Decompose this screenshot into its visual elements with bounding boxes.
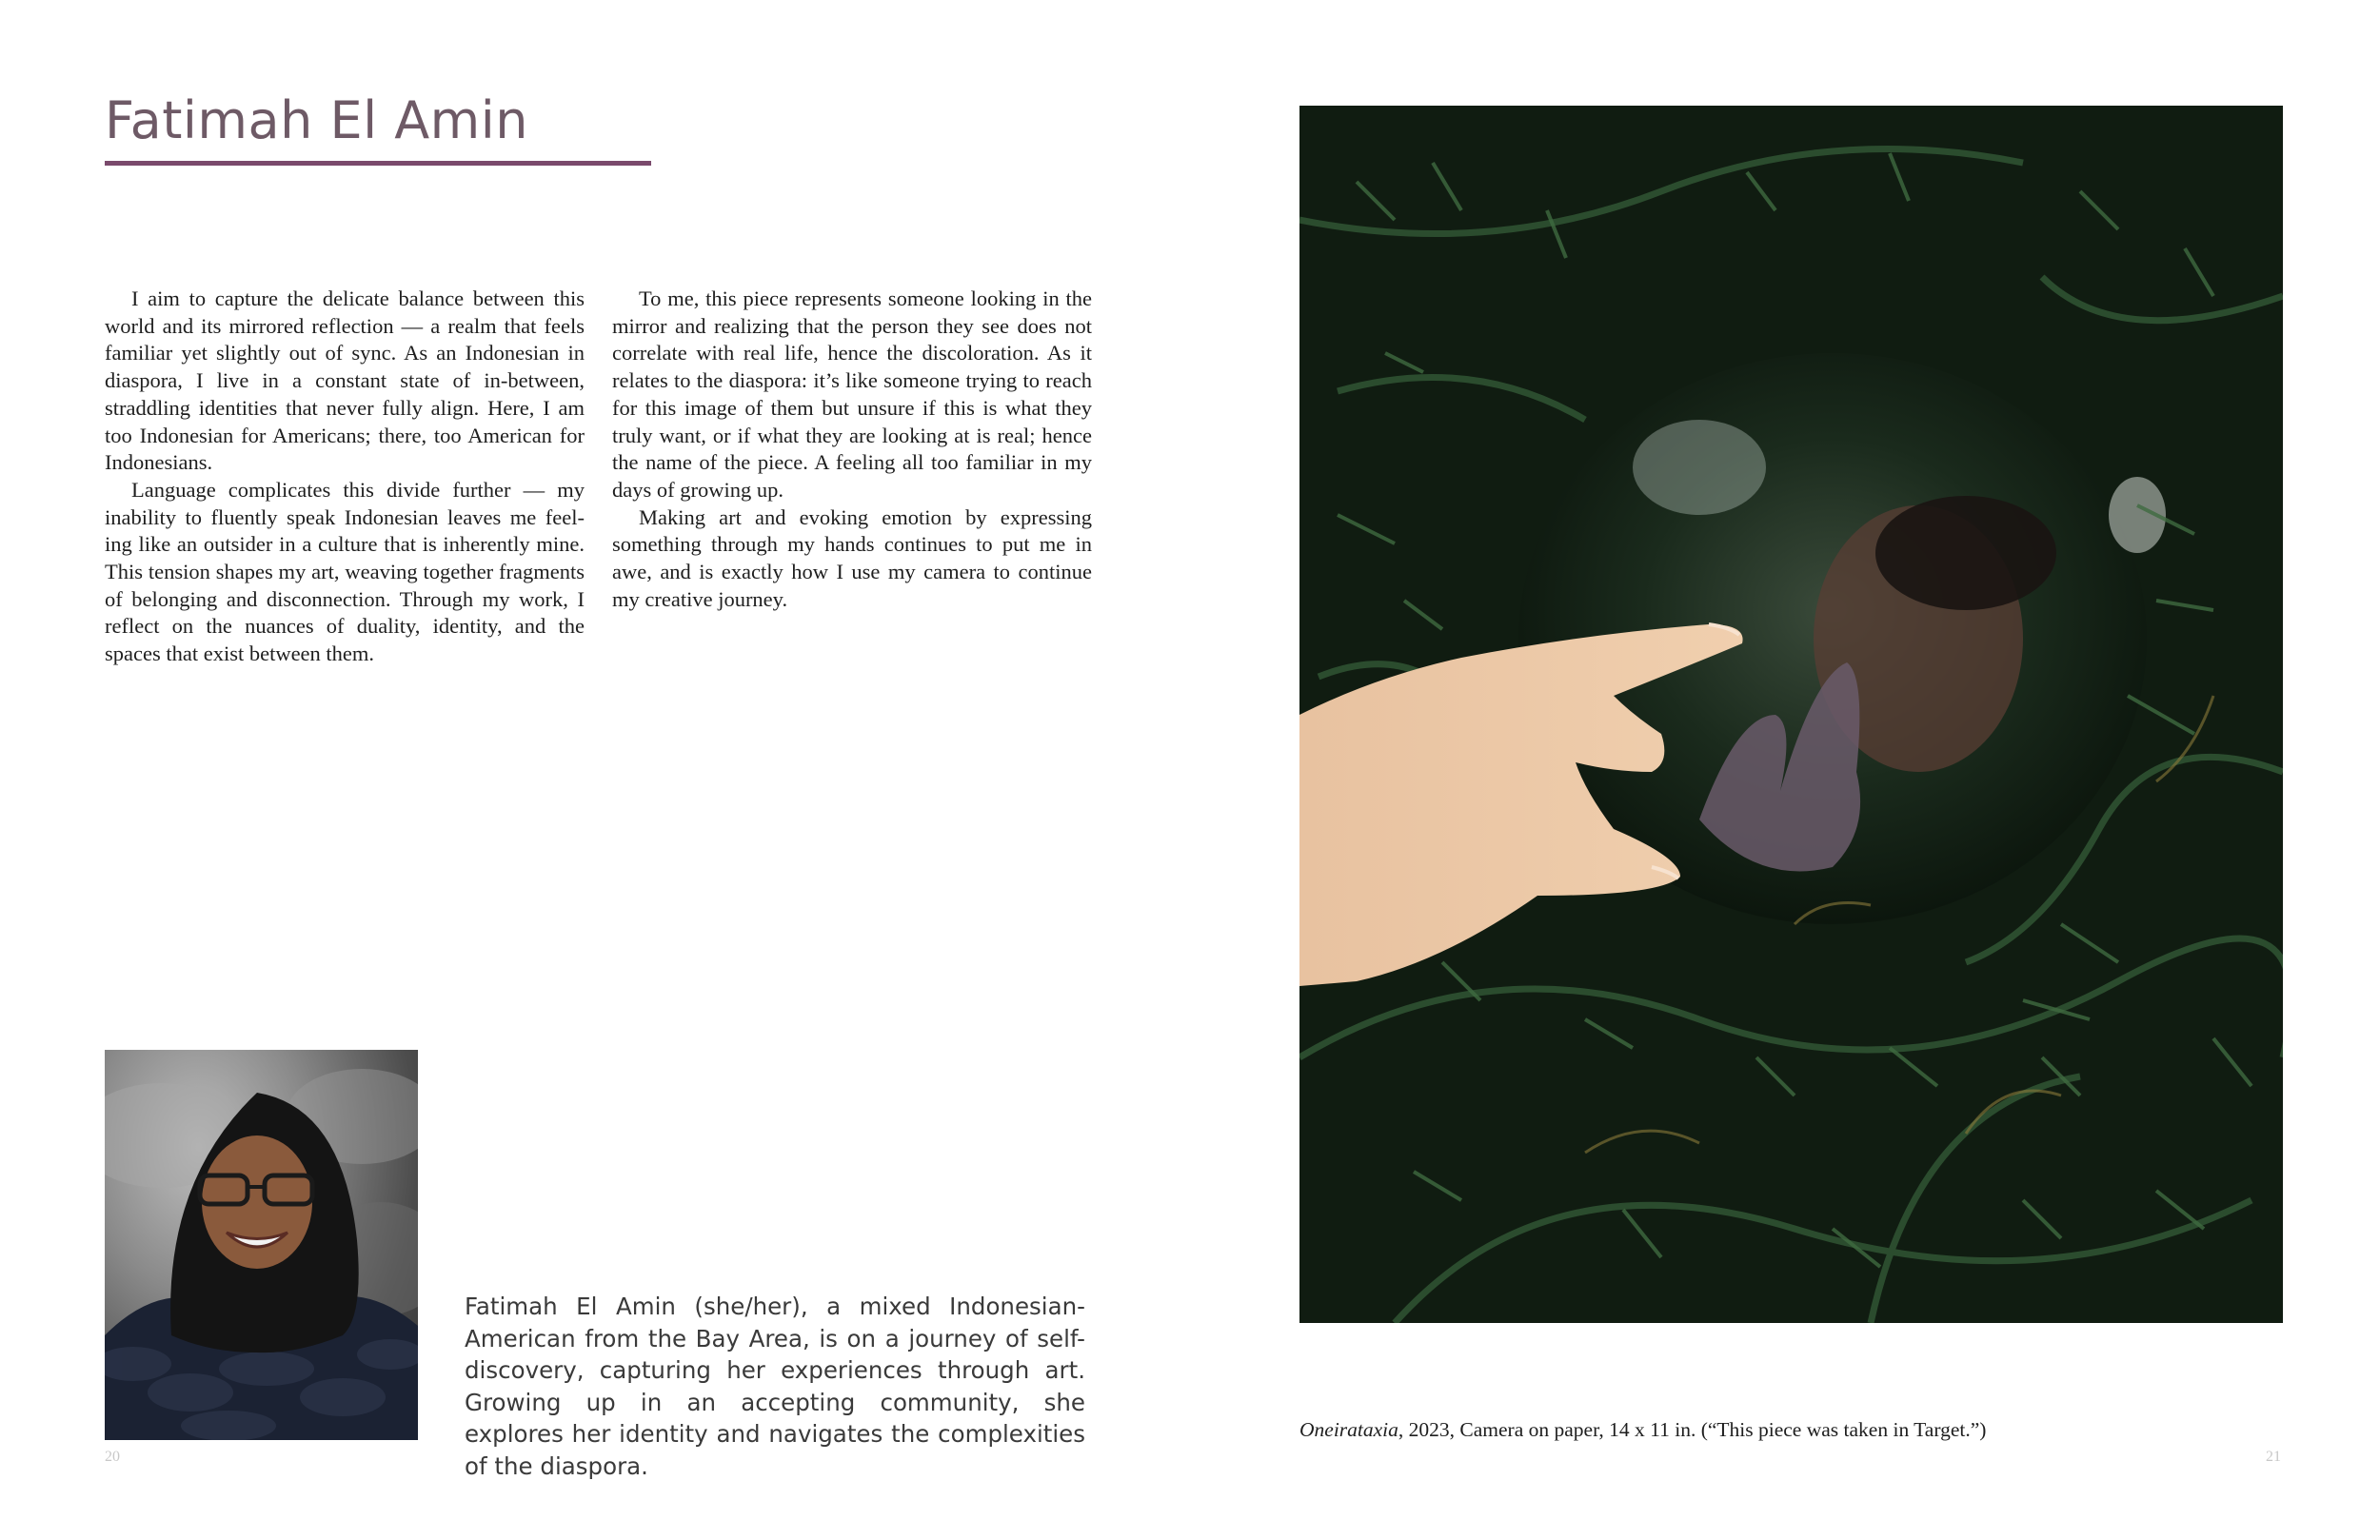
artwork-details: , 2023, Camera on paper, 14 x 11 in. (“This piece was taken in Target.”) (1398, 1418, 1987, 1441)
statement-column-1 (105, 286, 585, 668)
page-number-left: 20 (105, 1449, 120, 1465)
statement-paragraph: Making art and evoking emotion by expressing something through my hands continues to put me in awe, and is exactly how I use my camera to continue my creative journey. (612, 504, 1092, 611)
statement-paragraph: I aim to capture the delicate balance between this world and its mirrored reflection — a realm that feels familiar yet slightly out of sync. As an Indonesian in diaspora, I live in a constant state of in-between, straddling identities that never fully align. Here, I am too Indonesian for Americans; there, too American for Indonesians. (105, 286, 585, 475)
artist-name-heading: Fatimah El Amin (105, 90, 529, 150)
artist-portrait-photo (105, 1050, 418, 1440)
portrait-illustration (105, 1050, 418, 1440)
artwork-caption (1299, 1418, 1986, 1442)
artwork-photo (1299, 106, 2283, 1323)
statement-paragraph: To me, this piece represents someone looking in the mirror and realizing that the person they see does not correlate with real life, hence the discoloration. As it relates to the diaspora: it’s like someone trying to reach for this image of them but unsure if this is what they truly want, or if what they are looking at is real; hence the name of the piece. A feeling all too familiar in my days of growing up. (612, 286, 1092, 502)
statement-paragraph: Language complicates this divide further — my inability to fluently speak Indonesian leaves me feel-ing like an outsider in a culture that is inherently mine. This tension shapes my art, weaving together fragments of belonging and disconnection. Through my work, I reflect on the nuances of duality, identity, and the spaces that exist between them. (105, 477, 585, 666)
artwork-illustration (1299, 106, 2283, 1323)
page-number-right: 21 (2266, 1449, 2281, 1465)
statement-column-2 (612, 286, 1092, 613)
artwork-title: Oneirataxia (1299, 1418, 1398, 1441)
artist-bio: Fatimah El Amin (she/her), a mixed Indonesian-American from the Bay Area, is on a journey of self-discovery, capturing her experiences through art. Growing up in an accepting community, she explores her identity and navigates the complexities of the diaspora. (465, 1293, 1085, 1480)
title-underline (105, 161, 651, 166)
